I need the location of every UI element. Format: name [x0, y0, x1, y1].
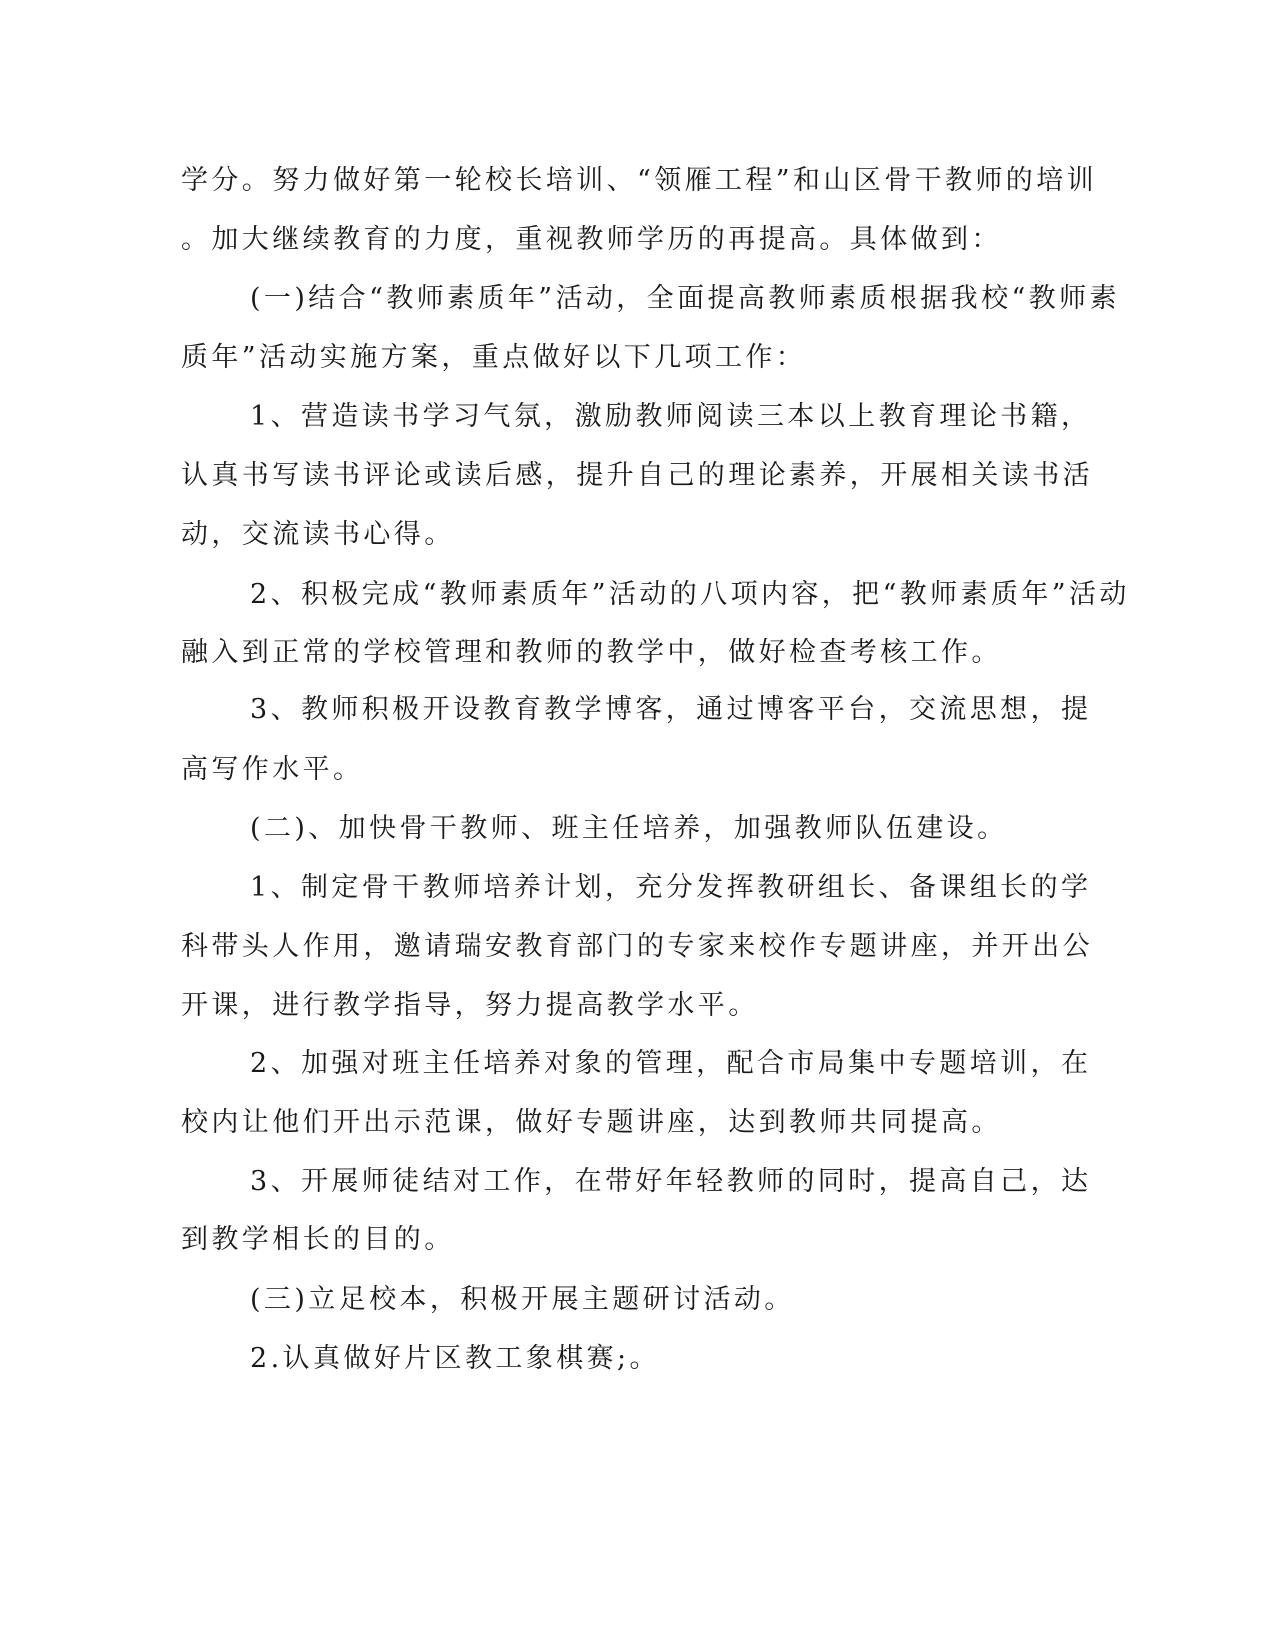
- list-item: 1、制定骨干教师培养计划，充分发挥教研组长、备课组长的学: [250, 872, 1092, 903]
- text-line: 。加大继续教育的力度，重视教师学历的再提高。具体做到：: [181, 224, 1002, 255]
- text-line: 学分。努力做好第一轮校长培训、“领雁工程”和山区骨干教师的培训: [181, 165, 1098, 196]
- paragraph-heading: (三)立足校本，积极开展主题研讨活动。: [250, 1284, 795, 1315]
- list-item: 2、加强对班主任培养对象的管理，配合市局集中专题培训，在: [250, 1048, 1092, 1079]
- text-line: 到教学相长的目的。: [181, 1224, 455, 1255]
- text-line: 动，交流读书心得。: [181, 519, 455, 550]
- paragraph-heading: (二)、加快骨干教师、班主任培养，加强教师队伍建设。: [250, 813, 1008, 844]
- text-line: 科带头人作用，邀请瑞安教育部门的专家来校作专题讲座，并开出公: [181, 931, 1093, 962]
- list-item: 2、积极完成“教师素质年”活动的八项内容，把“教师素质年”活动: [250, 579, 1130, 610]
- list-item: 3、开展师徒结对工作，在带好年轻教师的同时，提高自己，达: [250, 1166, 1092, 1197]
- list-item: 2.认真做好片区教工象棋赛;。: [250, 1343, 660, 1374]
- text-line: 融入到正常的学校管理和教师的教学中，做好检查考核工作。: [181, 637, 1002, 668]
- list-item: 3、教师积极开设教育教学博客，通过博客平台，交流思想，提: [250, 694, 1092, 725]
- text-line: 高写作水平。: [181, 754, 364, 785]
- text-line: 质年”活动实施方案，重点做好以下几项工作：: [181, 342, 807, 373]
- text-line: 校内让他们开出示范课，做好专题讲座，达到教师共同提高。: [181, 1107, 1002, 1138]
- text-line: 认真书写读书评论或读后感，提升自己的理论素养，开展相关读书活: [181, 460, 1093, 491]
- list-item: 1、营造读书学习气氛，激励教师阅读三本以上教育理论书籍，: [250, 401, 1092, 432]
- text-line: 开课，进行教学指导，努力提高教学水平。: [181, 990, 759, 1021]
- paragraph-heading: (一)结合“教师素质年”活动，全面提高教师素质根据我校“教师素: [250, 283, 1120, 314]
